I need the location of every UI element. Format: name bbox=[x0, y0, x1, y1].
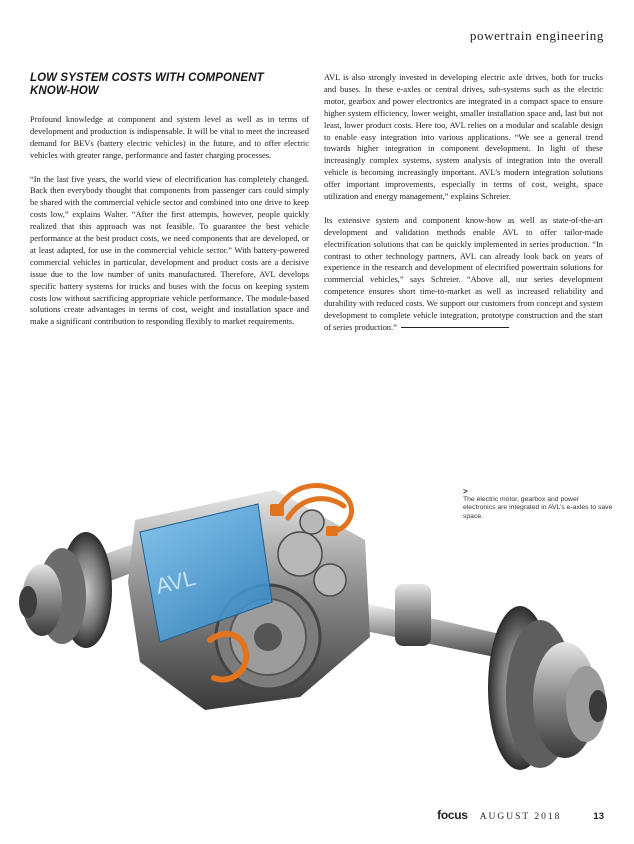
paragraph-last bbox=[324, 215, 603, 334]
right-wheel-hub bbox=[488, 606, 607, 770]
caption-text: The electric motor, gearbox and power electronics are integrated in AVL’s e-axles to save space. bbox=[463, 496, 613, 520]
issue-date: AUGUST 2018 bbox=[479, 812, 562, 822]
magazine-brand: focus bbox=[437, 808, 468, 822]
page-number: 13 bbox=[593, 811, 604, 822]
housing-logo: AVL bbox=[153, 564, 198, 599]
paragraph: Profound knowledge at component and system level as well as in terms of development and production is indispensable. It will be vital to meet the increased demand for BEVs (battery electric vehicles) in the future, and to offer electric vehicles with greater range, performance and faster charging processes. bbox=[30, 114, 309, 160]
paragraph-text: Its extensive system and component know-how as well as state-of-the-art development and validation methods enable AVL to offer tailor-made electrification solutions that can be quickly implemented in series production. “In contrast to other technology partners, AVL can already look back on years of experience in the research and development of electrified powertrain solutions for commercial vehicles,” says Schreier. “Above all, our series development competence ensures short time-to-market as well as increased reliability and durability with reduced costs. We support our customers from concept and system development to complete vehicle integration, prototype construction and the start of series production.” bbox=[324, 214, 603, 333]
paragraph: “In the last five years, the world view of electrification has completely changed. Back then everybody thought that components from passenger cars could simply be shared with the commercial vehicle sector and combined into one drive to keep costs low,” explains Walter. “After the first attempts, however, people quickly realized that this approach was not feasible. To guarantee the best vehicle performance at the best product costs, we need components that are developed, or at least adapted, for use in the commercial vehicle sector.” With battery-powered commercial vehicles in particular, development and product costs are a decisive issue due to the low number of units manufactured. Therefore, AVL develops specific battery systems for trucks and buses with the focus on keeping system costs low without sacrificing appropriate vehicle performance. The module-based solutions create advantages in terms of cost, weight and installation space and make a significant contribution to responding flexibly to market requirements. bbox=[30, 173, 309, 327]
end-rule bbox=[401, 327, 509, 328]
caption-arrow-icon: > bbox=[463, 487, 468, 496]
article-heading: LOW SYSTEM COSTS WITH COMPONENT KNOW-HOW bbox=[30, 72, 264, 97]
right-axle-shaft bbox=[360, 584, 500, 658]
page-footer bbox=[437, 808, 604, 822]
right-column bbox=[324, 72, 603, 346]
section-label: powertrain engineering bbox=[469, 28, 604, 43]
left-column bbox=[30, 114, 309, 340]
paragraph: AVL is also strongly invested in developing electric axle drives, both for trucks and buses. In these e-axles or central drives, sub-systems such as the electric motor, gearbox and power electronics are integrated in a compact space to ensure higher system efficiency, lower weight, smaller installation space and, last but not least, lower product costs. Here too, AVL relies on a modular and scalable design to enable easy integration into various applications. “We see a general trend towards higher integration in component development. In light of these increasingly complex systems, system analysis of integration into the overall vehicle is becoming increasingly important. AVL’s modern integration solutions offer important improvements, especially in terms of cost, weight, space utilization and energy management,” explains Schreier. bbox=[324, 72, 603, 202]
figure-caption bbox=[463, 488, 613, 521]
left-wheel-hub bbox=[19, 532, 112, 648]
